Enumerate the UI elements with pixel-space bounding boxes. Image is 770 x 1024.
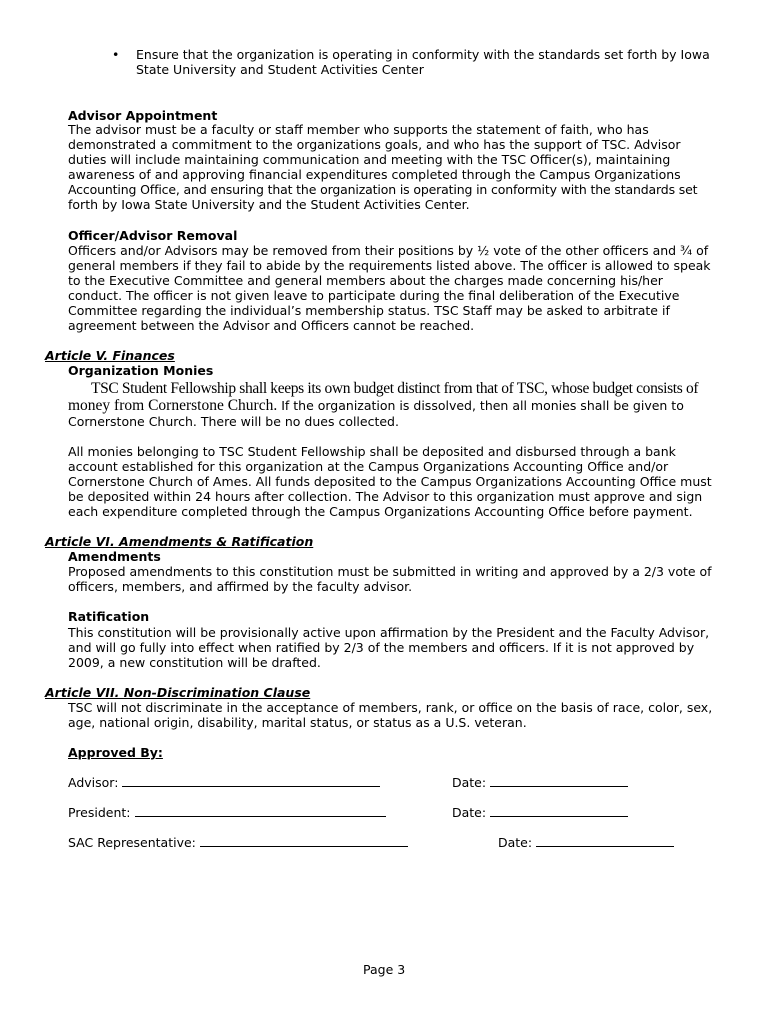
advisor-signature-line[interactable]: [122, 775, 380, 787]
monies-paragraph-line: Cornerstone Church of Ames. All funds deposited to the Campus Organizations Accounting Office must: [68, 474, 712, 489]
sac-date-line[interactable]: [536, 835, 674, 847]
sac-signature-line[interactable]: [200, 835, 408, 847]
officer-removal-line: conduct. The officer is not given leave to participate during the final deliberation of the Executive: [68, 288, 680, 303]
finances-paragraph-line: Cornerstone Church. There will be no dues collected.: [68, 414, 399, 429]
sac-label: SAC Representative:: [68, 835, 196, 850]
sac-signature-row: [68, 835, 408, 850]
date-label: Date:: [452, 805, 487, 820]
ratification-heading: Ratification: [68, 609, 150, 624]
advisor-appointment-line: The advisor must be a faculty or staff member who supports the statement of faith, who has: [68, 122, 649, 137]
finances-serif-fragment: money from Cornerstone Church.: [68, 397, 278, 414]
advisor-appointment-heading: Advisor Appointment: [68, 108, 218, 123]
finances-sans-fragment: If the organization is dissolved, then all monies shall be given to: [277, 398, 684, 413]
advisor-appointment-line: awareness of and approving financial expenditures completed through the Campus Organizations: [68, 167, 681, 182]
advisor-date-line[interactable]: [490, 775, 628, 787]
page-number: Page 3: [363, 962, 406, 977]
advisor-appointment-line: forth by Iowa State University and the Student Activities Center.: [68, 197, 470, 212]
amendments-line: Proposed amendments to this constitution must be submitted in writing and approved by a 2/3 vote of: [68, 564, 712, 579]
monies-paragraph-line: All monies belonging to TSC Student Fellowship shall be deposited and disbursed through a bank: [68, 444, 676, 459]
non-discrimination-line: TSC will not discriminate in the acceptance of members, rank, or office on the basis of race, color, sex,: [68, 700, 713, 715]
monies-paragraph-line: each expenditure completed through the Campus Organizations Accounting Office before payment.: [68, 504, 693, 519]
ratification-line: 2009, a new constitution will be drafted.: [68, 655, 321, 670]
finances-paragraph-line: [68, 398, 684, 413]
amendments-heading: Amendments: [68, 549, 161, 564]
advisor-signature-row: [68, 775, 380, 790]
amendments-line: officers, members, and affirmed by the faculty advisor.: [68, 579, 413, 594]
sac-date-row: [498, 835, 674, 850]
date-label: Date:: [452, 775, 487, 790]
advisor-label: Advisor:: [68, 775, 119, 790]
president-date-line[interactable]: [490, 805, 628, 817]
advisor-date-row: [452, 775, 628, 790]
ratification-line: This constitution will be provisionally active upon affirmation by the President and the Faculty Advisor,: [68, 625, 710, 640]
officer-removal-line: agreement between the Advisor and Officers cannot be reached.: [68, 318, 475, 333]
article-vi-title: Article VI. Amendments & Ratification: [45, 534, 314, 549]
ratification-line: and will go fully into effect when ratified by 2/3 of the members and officers. If it is not approved by: [68, 640, 695, 655]
president-signature-row: [68, 805, 386, 820]
president-signature-line[interactable]: [135, 805, 386, 817]
monies-paragraph-line: account established for this organization at the Campus Organizations Accounting Office and/or: [68, 459, 669, 474]
advisor-appointment-line: demonstrated a commitment to the organizations goals, and who has the support of TSC. Advisor: [68, 137, 681, 152]
president-label: President:: [68, 805, 131, 820]
finances-paragraph-line: TSC Student Fellowship shall keeps its own budget distinct from that of TSC, whose budget consists of: [91, 380, 699, 397]
monies-paragraph-line: be deposited within 24 hours after collection. The Advisor to this organization must approve and sign: [68, 489, 703, 504]
bullet-text-line: Ensure that the organization is operating in conformity with the standards set forth by Iowa: [136, 47, 710, 62]
officer-removal-line: to the Executive Committee and general members about the charges made concerning his/her: [68, 273, 663, 288]
article-v-title: Article V. Finances: [45, 348, 175, 363]
advisor-appointment-line: Accounting Office, and ensuring that the organization is operating in conformity with the standards set: [68, 182, 698, 197]
date-label: Date:: [498, 835, 533, 850]
bullet-point: •: [112, 47, 120, 62]
organization-monies-heading: Organization Monies: [68, 363, 214, 378]
non-discrimination-line: age, national origin, disability, marital status, or status as a U.S. veteran.: [68, 715, 527, 730]
article-vii-title: Article VII. Non-Discrimination Clause: [45, 685, 311, 700]
president-date-row: [452, 805, 628, 820]
officer-removal-line: Officers and/or Advisors may be removed from their positions by ½ vote of the other officers and ¾ of: [68, 243, 709, 258]
approved-by-heading: Approved By:: [68, 745, 163, 760]
bullet-text-line: State University and Student Activities Center: [136, 62, 424, 77]
officer-removal-heading: Officer/Advisor Removal: [68, 228, 238, 243]
officer-removal-line: Committee regarding the individual’s membership status. TSC Staff may be asked to arbitrate if: [68, 303, 670, 318]
advisor-appointment-line: duties will include maintaining communication and meeting with the TSC Officer(s), maintaining: [68, 152, 671, 167]
officer-removal-line: general members if they fail to abide by the requirements listed above. The officer is allowed to speak: [68, 258, 711, 273]
